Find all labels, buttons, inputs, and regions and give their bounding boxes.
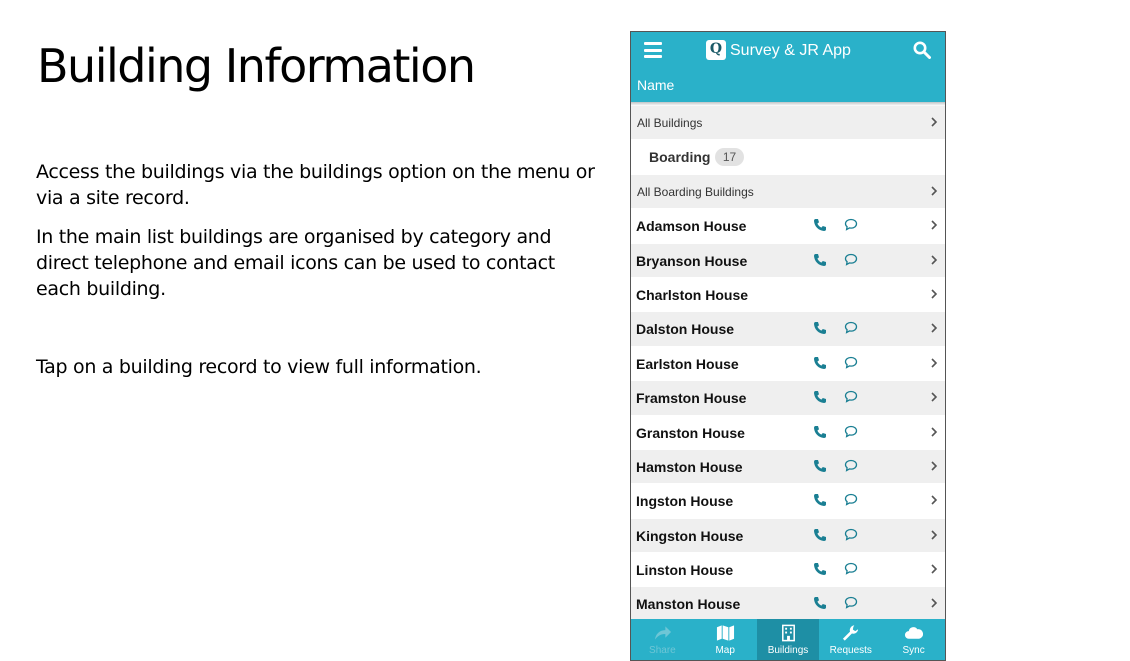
- building-name: Bryanson House: [636, 252, 748, 269]
- nav-buildings-label: Buildings: [767, 645, 809, 656]
- phone-icon[interactable]: [813, 493, 827, 507]
- all-buildings-row[interactable]: [631, 106, 945, 140]
- nav-requests-label: Requests: [829, 645, 872, 656]
- chat-bubble-icon[interactable]: [844, 321, 858, 334]
- nav-requests[interactable]: [819, 619, 882, 660]
- building-name: Linston House: [636, 562, 734, 579]
- all-boarding-buildings-label: All Boarding Buildings: [637, 184, 754, 199]
- phone-icon[interactable]: [813, 253, 827, 267]
- building-name: Framston House: [636, 390, 747, 407]
- search-icon[interactable]: [913, 41, 931, 59]
- map-icon: [716, 624, 735, 642]
- phone-icon[interactable]: [813, 528, 827, 542]
- nav-share-label: Share: [649, 645, 676, 656]
- chat-bubble-icon[interactable]: [844, 425, 858, 438]
- nav-sync-label: Sync: [902, 645, 925, 656]
- chevron-right-icon: [930, 288, 938, 300]
- building-row[interactable]: [631, 519, 945, 553]
- all-boarding-buildings-row[interactable]: [631, 175, 945, 209]
- all-buildings-label: All Buildings: [637, 116, 703, 130]
- building-row[interactable]: [631, 244, 945, 278]
- chevron-right-icon: [930, 322, 938, 334]
- phone-icon[interactable]: [813, 425, 827, 439]
- building-name: Charlston House: [636, 286, 749, 303]
- cloud-icon: [904, 624, 923, 642]
- chat-bubble-icon[interactable]: [844, 390, 858, 403]
- phone-icon[interactable]: [813, 218, 827, 232]
- category-header-boarding: [631, 140, 945, 174]
- chevron-right-icon: [930, 185, 938, 197]
- chevron-right-icon: [930, 254, 938, 266]
- chevron-right-icon: [930, 597, 938, 609]
- chevron-right-icon: [930, 219, 938, 231]
- column-header-name[interactable]: Name: [637, 77, 675, 93]
- app-header: [631, 32, 945, 69]
- building-list: [631, 106, 945, 656]
- building-row[interactable]: [631, 347, 945, 381]
- chevron-right-icon: [930, 563, 938, 575]
- building-name: Dalston House: [636, 321, 735, 338]
- building-row[interactable]: [631, 553, 945, 587]
- nav-sync[interactable]: [882, 619, 945, 660]
- category-name: Boarding: [649, 149, 711, 166]
- slide-paragraph-organised: In the main list buildings are organised by category and direct telephone and email icons can be used to contact each building.: [36, 226, 555, 300]
- nav-buildings[interactable]: [757, 619, 820, 660]
- slide-paragraph-access: Access the buildings via the buildings option on the menu or via a site record.: [36, 161, 595, 209]
- phone-icon[interactable]: [813, 562, 827, 576]
- building-name: Manston House: [636, 596, 741, 613]
- phone-screen: [630, 31, 946, 661]
- phone-icon[interactable]: [813, 459, 827, 473]
- nav-share[interactable]: [631, 619, 694, 660]
- chat-bubble-icon[interactable]: [844, 253, 858, 266]
- slide-title: Building Information: [37, 39, 475, 93]
- chevron-right-icon: [930, 426, 938, 438]
- chat-bubble-icon[interactable]: [844, 218, 858, 231]
- building-row[interactable]: [631, 381, 945, 415]
- chevron-right-icon: [930, 391, 938, 403]
- chevron-right-icon: [930, 357, 938, 369]
- wrench-icon: [841, 624, 860, 642]
- building-row[interactable]: [631, 312, 945, 346]
- hamburger-menu-icon[interactable]: [644, 42, 662, 58]
- phone-icon[interactable]: [813, 390, 827, 404]
- slide-paragraph-tap: Tap on a building record to view full information.: [36, 356, 482, 378]
- building-row[interactable]: [631, 416, 945, 450]
- app-title: Survey & JR App: [730, 42, 851, 59]
- building-name: Adamson House: [636, 218, 747, 235]
- chat-bubble-icon[interactable]: [844, 596, 858, 609]
- building-icon: [779, 624, 798, 642]
- building-row[interactable]: [631, 209, 945, 243]
- building-row[interactable]: [631, 484, 945, 518]
- category-count-badge: 17: [715, 148, 744, 166]
- phone-icon[interactable]: [813, 321, 827, 335]
- chevron-right-icon: [930, 529, 938, 541]
- app-logo: Q: [706, 40, 726, 60]
- building-name: Ingston House: [636, 493, 734, 510]
- building-name: Granston House: [636, 424, 745, 441]
- building-name: Earlston House: [636, 355, 739, 372]
- column-header-bar: [631, 69, 945, 102]
- phone-icon[interactable]: [813, 356, 827, 370]
- phone-icon[interactable]: [813, 596, 827, 610]
- building-name: Hamston House: [636, 458, 743, 475]
- nav-map-label: Map: [715, 645, 735, 656]
- nav-map[interactable]: [694, 619, 757, 660]
- building-row[interactable]: [631, 278, 945, 312]
- bottom-navigation: [631, 619, 945, 660]
- chat-bubble-icon[interactable]: [844, 459, 858, 472]
- chat-bubble-icon[interactable]: [844, 562, 858, 575]
- chat-bubble-icon[interactable]: [844, 493, 858, 506]
- chat-bubble-icon[interactable]: [844, 528, 858, 541]
- chevron-right-icon: [930, 460, 938, 472]
- building-row[interactable]: [631, 587, 945, 621]
- share-icon: [653, 624, 672, 642]
- building-row[interactable]: [631, 450, 945, 484]
- chat-bubble-icon[interactable]: [844, 356, 858, 369]
- chevron-right-icon: [930, 494, 938, 506]
- building-name: Kingston House: [636, 527, 744, 544]
- chevron-right-icon: [930, 116, 938, 128]
